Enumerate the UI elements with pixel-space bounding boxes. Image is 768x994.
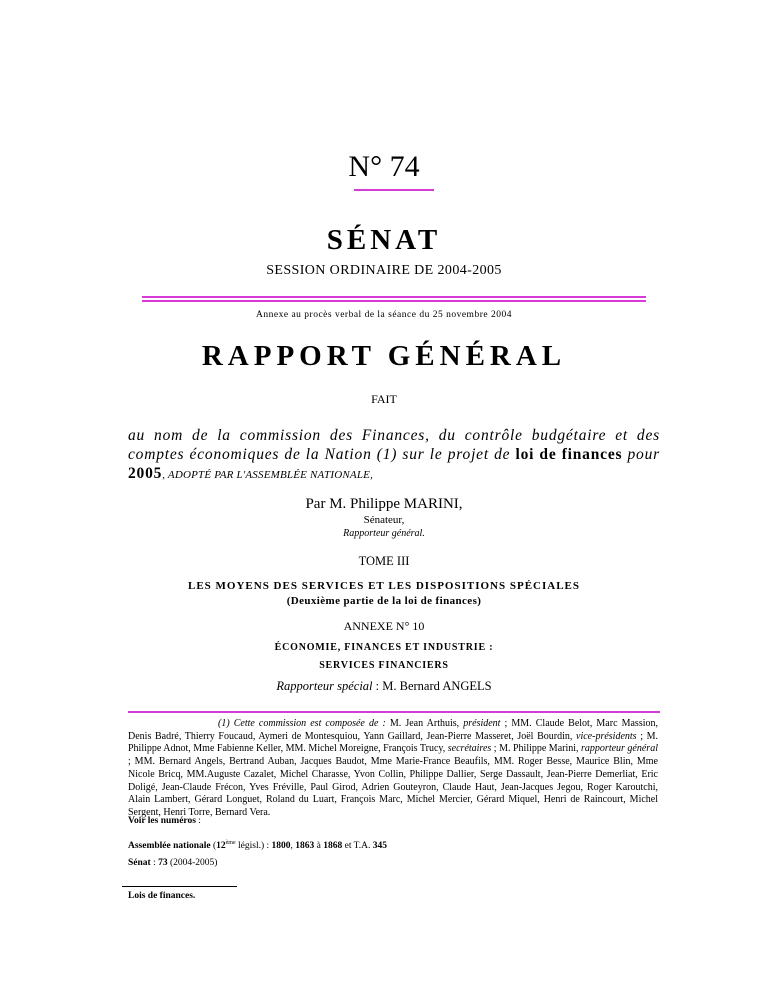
footnote-lead: (1) Cette commission est composée de : [218, 718, 390, 729]
legislature-suffix: ème [225, 840, 236, 846]
special-rapporteur-name: : M. Bernard ANGELS [372, 679, 492, 693]
tome-title: LES MOYENS DES SERVICES ET LES DISPOSITIONS SPÉCIALES [187, 580, 580, 592]
vice-presidents-list: ; MM. Claude Belot, Marc Massion, Denis Badré, Thierry Foucaud, Aymeri de Montesquiou, Yann Gaillard, Jean-Pierre Masseret, Joël Bourdin, [128, 718, 658, 742]
author-title: Rapporteur général. [343, 528, 425, 539]
legislature-text: législ.) : [235, 841, 272, 852]
report-title: RAPPORT GÉNÉRAL [201, 340, 567, 372]
report-introduction [128, 426, 660, 485]
double-rule-bottom [142, 300, 646, 302]
president-name: M. Jean Arthuis, [389, 718, 464, 729]
tome-number: TOME III [358, 554, 410, 568]
secretaries-list: ; M. Philippe Adnot, Mme Fabienne Keller, MM. Michel Moreigne, François Trucy, [128, 730, 659, 755]
session-line: SESSION ORDINAIRE DE 2004-2005 [266, 263, 502, 278]
secretaries-role: secrétaires [447, 743, 492, 755]
footnote-rule [128, 711, 660, 713]
see-numbers [128, 816, 201, 826]
senate-year: (2004-2005) [167, 858, 218, 868]
intro-text: au nom de la commission des Finances, du contrôle budgétaire et des comptes économiques de la Nation (1) sur le projet de [128, 427, 660, 463]
special-rapporteur [0, 679, 768, 694]
general-rapporteur-role: rapporteur général [581, 743, 658, 755]
legislature-number: 12 [216, 841, 226, 852]
vice-presidents-role: vice-présidents [576, 730, 637, 742]
author-line: Par M. Philippe MARINI, [305, 496, 463, 512]
intro-pour: pour [622, 446, 660, 463]
members-list: ; MM. Bernard Angels, Bertrand Auban, Jacques Baudot, Mme Marie-France Beaufils, MM. Roger Besse, Maurice Blin, Mme Nicole Bricq, MM.Auguste Cazalet, Michel Charasse, Yvon Collin, Philippe Dallier, Serge Dassault, Jean-Pierre Demerliat, Eric Doligé, Jean-Claude Frécon, Yves Fréville, Paul Girod, Adrien Gouteyron, Claude Haut, Jean-Jacques Jegou, Roger Karoutchi, Alain Lambert, Gérard Longuet, Roland du Luart, François Marc, Michel Mercier, Gérard Miquel, Henri de Raincourt, Michel Sergent, Henri Torre, Bernard Vera. [128, 756, 658, 818]
assembly-paren: ( [210, 841, 217, 852]
double-rule-top [142, 296, 646, 298]
senate-reference [128, 858, 217, 868]
senate-label: Sénat [128, 858, 151, 868]
chamber-title: SÉNAT [326, 224, 442, 256]
assembly-number-2: 1863 [295, 841, 315, 852]
assembly-ta-number: 345 [372, 841, 388, 852]
president-role: président [463, 718, 501, 729]
fait-label: FAIT [371, 392, 397, 406]
tome-subtitle: (Deuxième partie de la loi de finances) [286, 595, 482, 607]
commission-members [128, 718, 658, 820]
assembly-ta-label: et T.A. [342, 841, 373, 852]
special-rapporteur-label: Rapporteur spécial [276, 679, 373, 693]
annex-subtitle: SERVICES FINANCIERS [319, 660, 449, 671]
annex-title: ÉCONOMIE, FINANCES ET INDUSTRIE : [274, 642, 494, 653]
senate-sep: : [150, 858, 159, 868]
assembly-range-sep: à [314, 841, 324, 852]
senate-number: 73 [158, 858, 168, 868]
keywords: Lois de finances. [128, 891, 196, 901]
assembly-label: Assemblée nationale [128, 841, 211, 852]
assembly-number-1: 1800 [271, 841, 291, 852]
see-numbers-label: Voir les numéros [128, 816, 196, 826]
number-underline [354, 189, 434, 191]
intro-year: 2005 [128, 465, 163, 482]
general-rapporteur-name: ; M. Philippe Marini, [491, 743, 582, 755]
annex-number: ANNEXE N° 10 [343, 619, 425, 633]
assembly-reference [128, 840, 387, 851]
document-number: N° 74 [348, 150, 420, 183]
author-role: Sénateur, [363, 514, 405, 526]
annex-minutes-note: Annexe au procès verbal de la séance du 25 novembre 2004 [256, 310, 512, 320]
intro-adopted: , ADOPTÉ PAR L'ASSEMBLÉE NATIONALE, [162, 469, 374, 481]
keywords-rule [122, 886, 237, 887]
assembly-number-3: 1868 [323, 841, 343, 852]
intro-bold-law: loi de finances [515, 446, 623, 463]
see-numbers-colon: : [195, 816, 201, 826]
assembly-sep: , [290, 841, 296, 852]
